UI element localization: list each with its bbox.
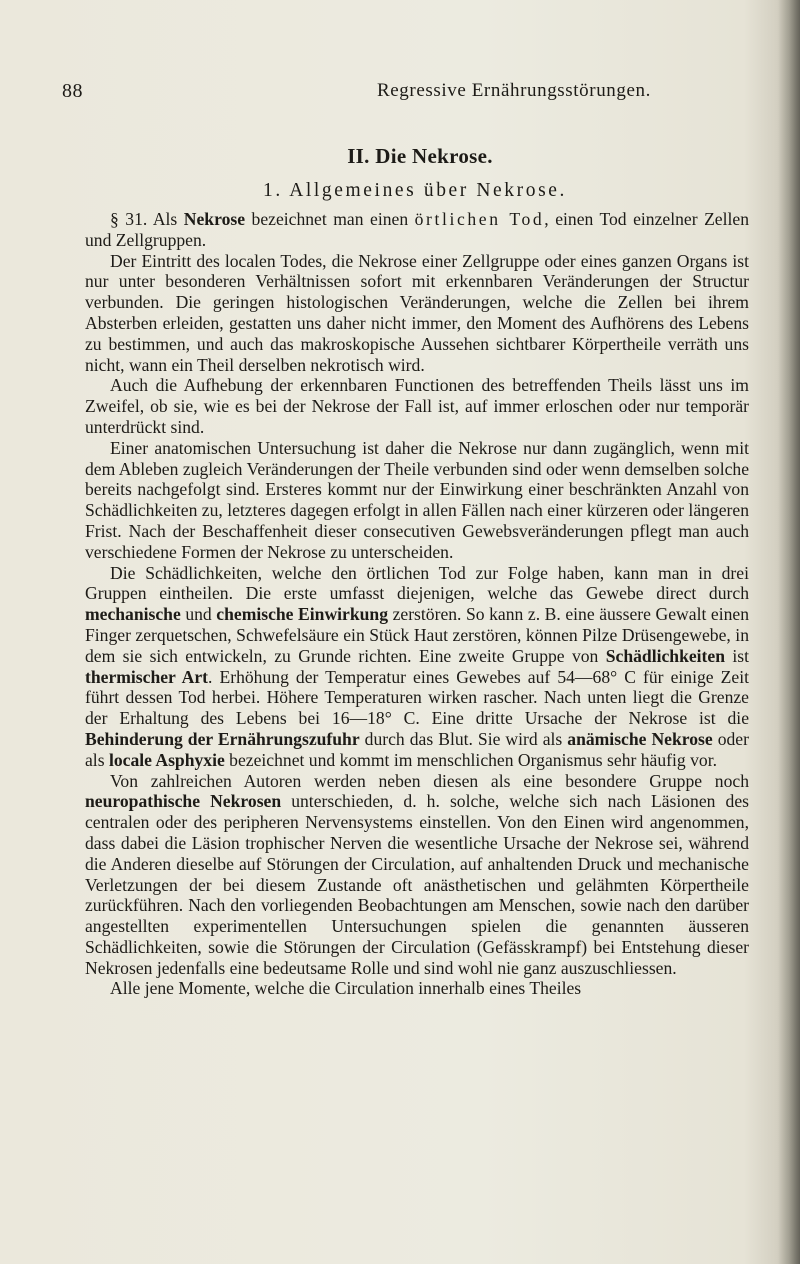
paragraph — [85, 978, 749, 999]
emphasized-term: thermischer Art — [85, 666, 209, 687]
emphasized-term: Behinderung der Ernährungszufuhr — [85, 728, 360, 749]
text-run: Auch die Aufhebung der erkennbaren Functionen des betreffenden Theils lässt uns im Zweifel, ob sie, wie es bei der Nekrose der Fall ist, auf immer erloschen oder nur temporär unterdrückt sind. — [85, 375, 749, 437]
subsection-title: 1. Allgemeines über Nekrose. — [262, 180, 568, 201]
text-run: . Erhöhung der Temperatur eines Gewebes auf 54—68° C für einige Zeit führt dessen Tod herbei. Höhere Temperaturen wirken rascher. Nach unten liegt die Grenze der Erhaltung des Lebens bei 16—18° C. Eine dritte Ursache der Nekrose ist die — [85, 666, 749, 729]
text-run: zerstören. So kann z. B. eine äussere Gewalt einen Finger zerquetschen, Schwefelsäure ein Stück Haut zerstören, können Pilze Drüsengewebe, in dem sie sich entwickeln, zu Grunde richten. Eine zweite Gruppe von — [85, 604, 749, 666]
text-run: bezeichnet und kommt im menschlichen Organismus sehr häufig vor. — [224, 749, 717, 770]
emphasized-term: locale Asphyxie — [108, 749, 225, 770]
text-run: Einer anatomischen Untersuchung ist daher die Nekrose nur dann zugänglich, wenn mit dem Ableben zugleich Veränderungen der Theile verbunden sind oder wenn demselben solche bereits nachgefolgt sind. Ersteres kommt nur der Einwirkung einer beschränkten Anzahl von Schädlichkeiten zu, letzteres dagegen erfolgt in allen Fällen nach einer kürzeren oder längeren Frist. Nach der Beschaffenheit dieser consecutiven Gewebsveränderungen pflegt man auch verschiedene Formen der Nekrose zu unterscheiden. — [85, 437, 749, 562]
emphasized-term: mechanische — [85, 604, 181, 625]
text-run: durch das Blut. Sie wird als — [359, 728, 568, 749]
text-run: bezeichnet man einen — [245, 209, 415, 229]
emphasized-term: chemische Einwirkung — [216, 604, 389, 625]
text-run: Die Schädlichkeiten, welche den örtlichen Tod zur Folge haben, kann man in drei Gruppen eintheilen. Die erste umfasst diejenigen, welche das Gewebe direct durch — [85, 562, 749, 604]
text-run: Der Eintritt des localen Todes, die Nekrose einer Zellgruppe oder eines ganzen Organs ist nur unter besonderen Verhältnissen sofort mit erkennbaren Veränderungen der Structur verbunden. Die geringen histologischen Veränderungen, welche die Zellen bei ihrem Absterben erleiden, gestatten uns daher nicht immer, den Moment des Aufhörens des Lebens zu bestimmen, und auch das makroskopische Aussehen sichtbarer Körpertheile verräth uns nicht, wann ein Theil derselben nekrotisch wird. — [85, 250, 749, 375]
emphasized-term: neuropathische Nekrosen — [85, 791, 282, 812]
page-number: 88 — [62, 80, 83, 102]
text-run: , einen Tod einzelner Zellen und Zellgruppen. — [85, 209, 750, 250]
text-run: ist — [725, 645, 749, 666]
text-run: und — [180, 604, 217, 625]
text-run: Alle jene Momente, welche die Circulation innerhalb eines Theiles — [110, 978, 582, 999]
text-run: oder als — [85, 728, 749, 770]
paragraph — [85, 375, 749, 437]
emphasized-term: Nekrose — [183, 209, 246, 229]
emphasized-term: anämische Nekrose — [567, 728, 713, 749]
emphasized-term: Schädlichkeiten — [605, 645, 725, 666]
section-title: II. Die Nekrose. — [347, 144, 493, 168]
paragraph — [85, 563, 749, 771]
text-run: Von zahlreichen Autoren werden neben diesen als eine besondere Gruppe noch — [110, 770, 749, 791]
paragraph — [85, 771, 749, 979]
body-text — [85, 209, 749, 999]
paragraph — [85, 251, 749, 376]
text-run: § 31. Als — [110, 209, 184, 229]
spaced-term: örtlichen Tod — [414, 209, 545, 229]
paragraph — [85, 209, 749, 251]
text-run: unterschieden, d. h. solche, welche sich nach Läsionen des centralen oder des peripheren Nervensystems einstellen. Von den Einen wird angenommen, dass dabei die Läsion trophischer Nerven die wesentliche Ursache der Nekrose sei, während die Anderen dieselbe auf Störungen der Circulation, auf anhaltenden Druck und mechanische Verletzungen der bei diesem Zustande oft anästhetischen und gelähmten Körpertheile zurückführen. Nach den vorliegenden Beobachtungen am Menschen, sowie nach den darüber angestellten experimentellen Untersuchungen spielen die genannten äusseren Schädlichkeiten, sowie die Störungen der Circulation (Gefässkrampf) bei Entstehung dieser Nekrosen jedenfalls eine bedeutsame Rolle und sind wohl nie ganz auszuschliessen. — [85, 791, 749, 978]
running-head: Regressive Ernährungsstörungen. — [377, 80, 651, 101]
paragraph — [85, 438, 749, 563]
page-header — [62, 80, 762, 106]
